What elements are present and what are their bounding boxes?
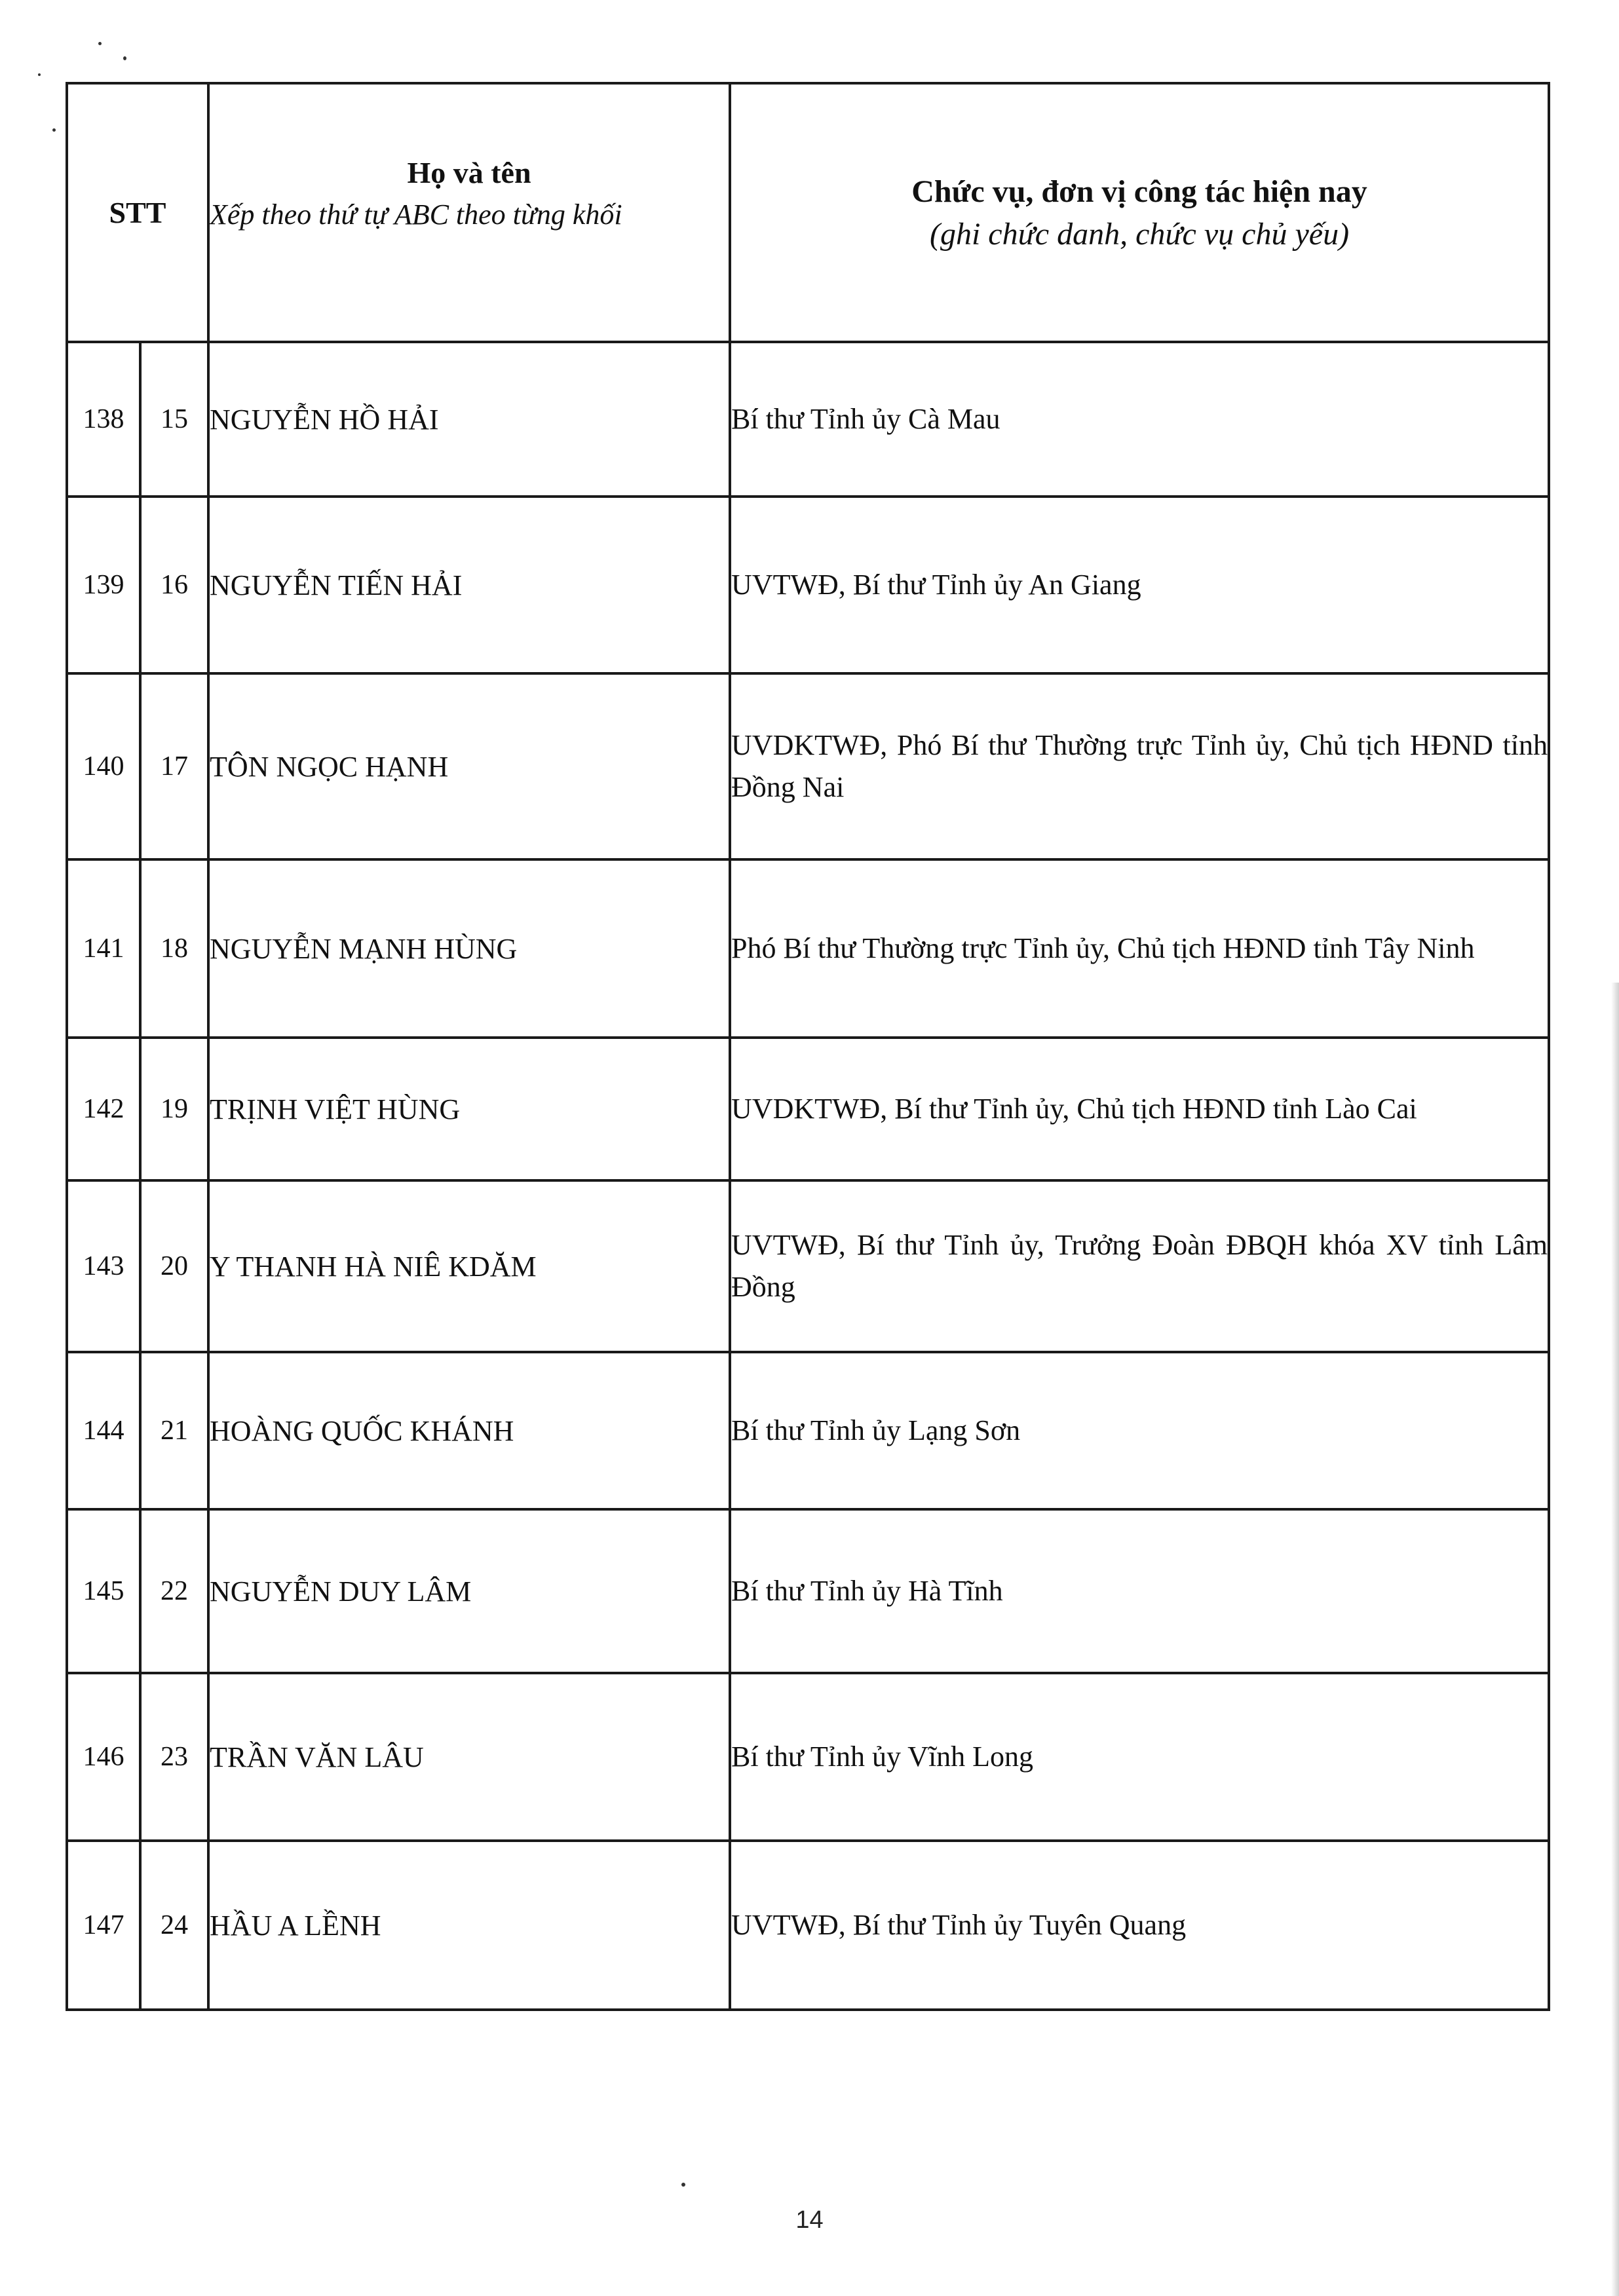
table-row [67, 1673, 1549, 1841]
scan-dot [123, 56, 126, 60]
stt-column-header: STT [67, 83, 208, 342]
scan-dot [681, 2183, 685, 2187]
row-name: NGUYỄN DUY LÂM [208, 1509, 730, 1673]
row-role: UVTWĐ, Bí thư Tỉnh ủy An Giang [730, 497, 1549, 673]
row-stt: 145 [67, 1509, 140, 1673]
row-stt: 146 [67, 1673, 140, 1841]
row-sub-number: 20 [140, 1180, 208, 1352]
row-name: TRỊNH VIỆT HÙNG [208, 1038, 730, 1180]
row-sub-number: 22 [140, 1509, 208, 1673]
table-row [67, 1038, 1549, 1180]
table-row [67, 1352, 1549, 1509]
table-row [67, 342, 1549, 497]
table-row [67, 1841, 1549, 2010]
row-stt: 139 [67, 497, 140, 673]
row-sub-number: 18 [140, 859, 208, 1038]
row-sub-number: 15 [140, 342, 208, 497]
scan-edge-shadow [1611, 983, 1619, 2296]
row-sub-number: 21 [140, 1352, 208, 1509]
name-header-title: Họ và tên [407, 155, 531, 189]
row-role: UVTWĐ, Bí thư Tỉnh ủy, Trưởng Đoàn ĐBQH khóa XV tỉnh Lâm Đồng [730, 1180, 1549, 1352]
row-role: Bí thư Tỉnh ủy Vĩnh Long [730, 1673, 1549, 1841]
scan-dot [52, 128, 56, 132]
role-header-title: Chức vụ, đơn vị công tác hiện nay [911, 174, 1367, 209]
role-header-subtitle: (ghi chức danh, chức vụ chủ yếu) [929, 216, 1350, 252]
row-stt: 144 [67, 1352, 140, 1509]
row-role: Bí thư Tỉnh ủy Cà Mau [730, 342, 1549, 497]
row-role: UVDKTWĐ, Bí thư Tỉnh ủy, Chủ tịch HĐND tỉnh Lào Cai [730, 1038, 1549, 1180]
row-sub-number: 24 [140, 1841, 208, 2010]
role-column-header [730, 83, 1549, 342]
table-row [67, 497, 1549, 673]
table-header-row [67, 83, 1549, 342]
row-sub-number: 17 [140, 673, 208, 859]
row-stt: 143 [67, 1180, 140, 1352]
row-name: HOÀNG QUỐC KHÁNH [208, 1352, 730, 1509]
scan-dot [98, 42, 102, 45]
table-row [67, 673, 1549, 859]
row-role: Phó Bí thư Thường trực Tỉnh ủy, Chủ tịch HĐND tỉnh Tây Ninh [730, 859, 1549, 1038]
row-name: NGUYỄN TIẾN HẢI [208, 497, 730, 673]
table-row [67, 859, 1549, 1038]
row-name: Y THANH HÀ NIÊ KDĂM [208, 1180, 730, 1352]
personnel-table [66, 82, 1550, 2011]
scan-dot [38, 73, 41, 76]
row-name: TRẦN VĂN LÂU [208, 1673, 730, 1841]
table-row [67, 1509, 1549, 1673]
row-sub-number: 16 [140, 497, 208, 673]
row-role: UVDKTWĐ, Phó Bí thư Thường trực Tỉnh ủy, Chủ tịch HĐND tỉnh Đồng Nai [730, 673, 1549, 859]
row-stt: 141 [67, 859, 140, 1038]
row-stt: 140 [67, 673, 140, 859]
row-role: Bí thư Tỉnh ủy Lạng Sơn [730, 1352, 1549, 1509]
row-stt: 138 [67, 342, 140, 497]
name-header-subtitle: Xếp theo thứ tự ABC theo từng khối [210, 198, 622, 231]
row-name: HẦU A LỀNH [208, 1841, 730, 2010]
page-number: 14 [795, 2206, 824, 2234]
row-stt: 142 [67, 1038, 140, 1180]
table-row [67, 1180, 1549, 1352]
row-role: Bí thư Tỉnh ủy Hà Tĩnh [730, 1509, 1549, 1673]
name-column-header [208, 83, 730, 342]
row-name: NGUYỄN HỒ HẢI [208, 342, 730, 497]
row-role: UVTWĐ, Bí thư Tỉnh ủy Tuyên Quang [730, 1841, 1549, 2010]
row-name: NGUYỄN MẠNH HÙNG [208, 859, 730, 1038]
row-sub-number: 19 [140, 1038, 208, 1180]
row-name: TÔN NGỌC HẠNH [208, 673, 730, 859]
row-sub-number: 23 [140, 1673, 208, 1841]
row-stt: 147 [67, 1841, 140, 2010]
